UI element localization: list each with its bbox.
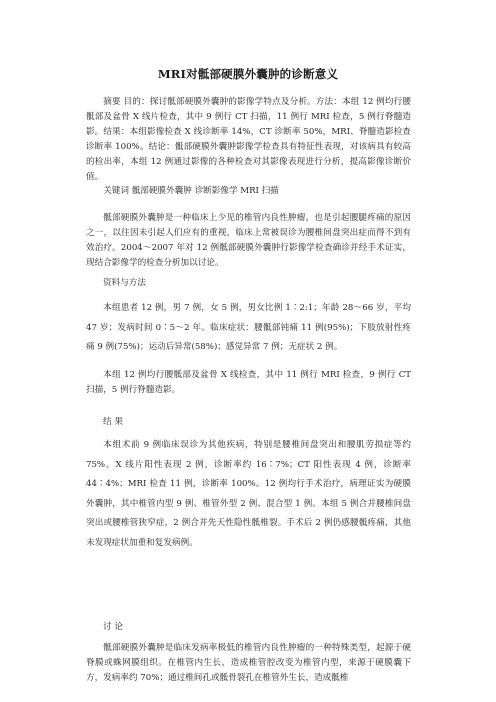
abstract-paragraph: 摘要 目的：探讨骶部硬膜外囊肿的影像学特点及分析。方法：本组 12 例均行腰骶部及盆骨 X 线片检查，其中 9 例行 CT 扫描，11 例行 MRI 检查，5 例行脊髓造影。结果：本组影像检查 X 线诊断率 14%，CT 诊断率 50%，MRI、脊髓造影检查诊断率 100%。结论：骶部硬膜外囊肿影像学检查具有特征性表现，对该病具有较高的检出率，本组 12 例通过影像的各种检查对其影像表现进行分析，提高影像诊断价值。 [86, 97, 411, 182]
discussion-heading: 讨 论 [103, 622, 123, 632]
methods-paragraph-2: 本组 12 例均行腰骶部及盆骨 X 线检查，其中 11 例行 MRI 检查，9 例行 CT 扫描，5 例行脊髓造影。 [86, 370, 411, 395]
methods-heading: 资料与方法 [103, 278, 146, 288]
results-paragraph: 本组术前 9 例临床误诊为其他疾病，特别是腰椎间盘突出和腰肌劳损症等约 75%。X 线片阳性表现 2 例，诊断率约 16∶7%；CT 阳性表现 4 例，诊断率 44∶4%；MRI 检查 11 例，诊断率 100%。12 例均行手术治疗，病理证实为硬膜外囊肿，其中椎管内型 9 例、椎管外型 2 例、混合型 1 例。本组 5 例合并腰椎间盘突出或腰椎管狭窄症，2 例合并先天性隐性骶椎裂。手术后 2 例仍感腰骶疼痛，其他未发现症状加重和复发病例。 [86, 440, 411, 548]
intro-paragraph: 骶部硬膜外囊肿是一种临床上少见的椎管内良性肿瘤，也是引起腰腿疼痛的原因之一，以往因未引起人们应有的重视，临床上常被误诊为腰椎间盘突出症而得不到有效治疗。2004～2007 年对 12 例骶部硬膜外囊肿行影像学检查确诊并经手术证实，现结合影像学的检查分析加以讨论。 [86, 213, 411, 268]
keywords-line: 关键词 骶部硬膜外囊肿 诊断影像学 MRI 扫描 [103, 186, 279, 196]
discussion-paragraph: 骶部硬膜外囊肿是临床发病率极低的椎管内良性肿瘤的一种特殊类型，起源于硬脊膜或蛛网膜组织。在椎管内生长，造成椎管腔改变为椎管内型，来源于硬膜囊下方，发病率约 70%；通过椎间孔或骶骨裂孔在椎管外生长，造成骶椎 [86, 643, 411, 683]
methods-paragraph-1: 本组患者 12 例，男 7 例，女 5 例，男女比例 1∶2:1；年龄 28～66 岁，平均 47 岁；发病时间 0∶5～2 年。临床症状：腰骶部钝痛 11 例(95%)；下肢放射性疼痛 9 例(75%)；运动后异常(58%)；感觉异常 7 例；无症状 2 例。 [86, 303, 411, 352]
results-heading: 结 果 [103, 417, 123, 427]
paper-title: MRI对骶部硬膜外囊肿的诊断意义 [157, 67, 339, 81]
